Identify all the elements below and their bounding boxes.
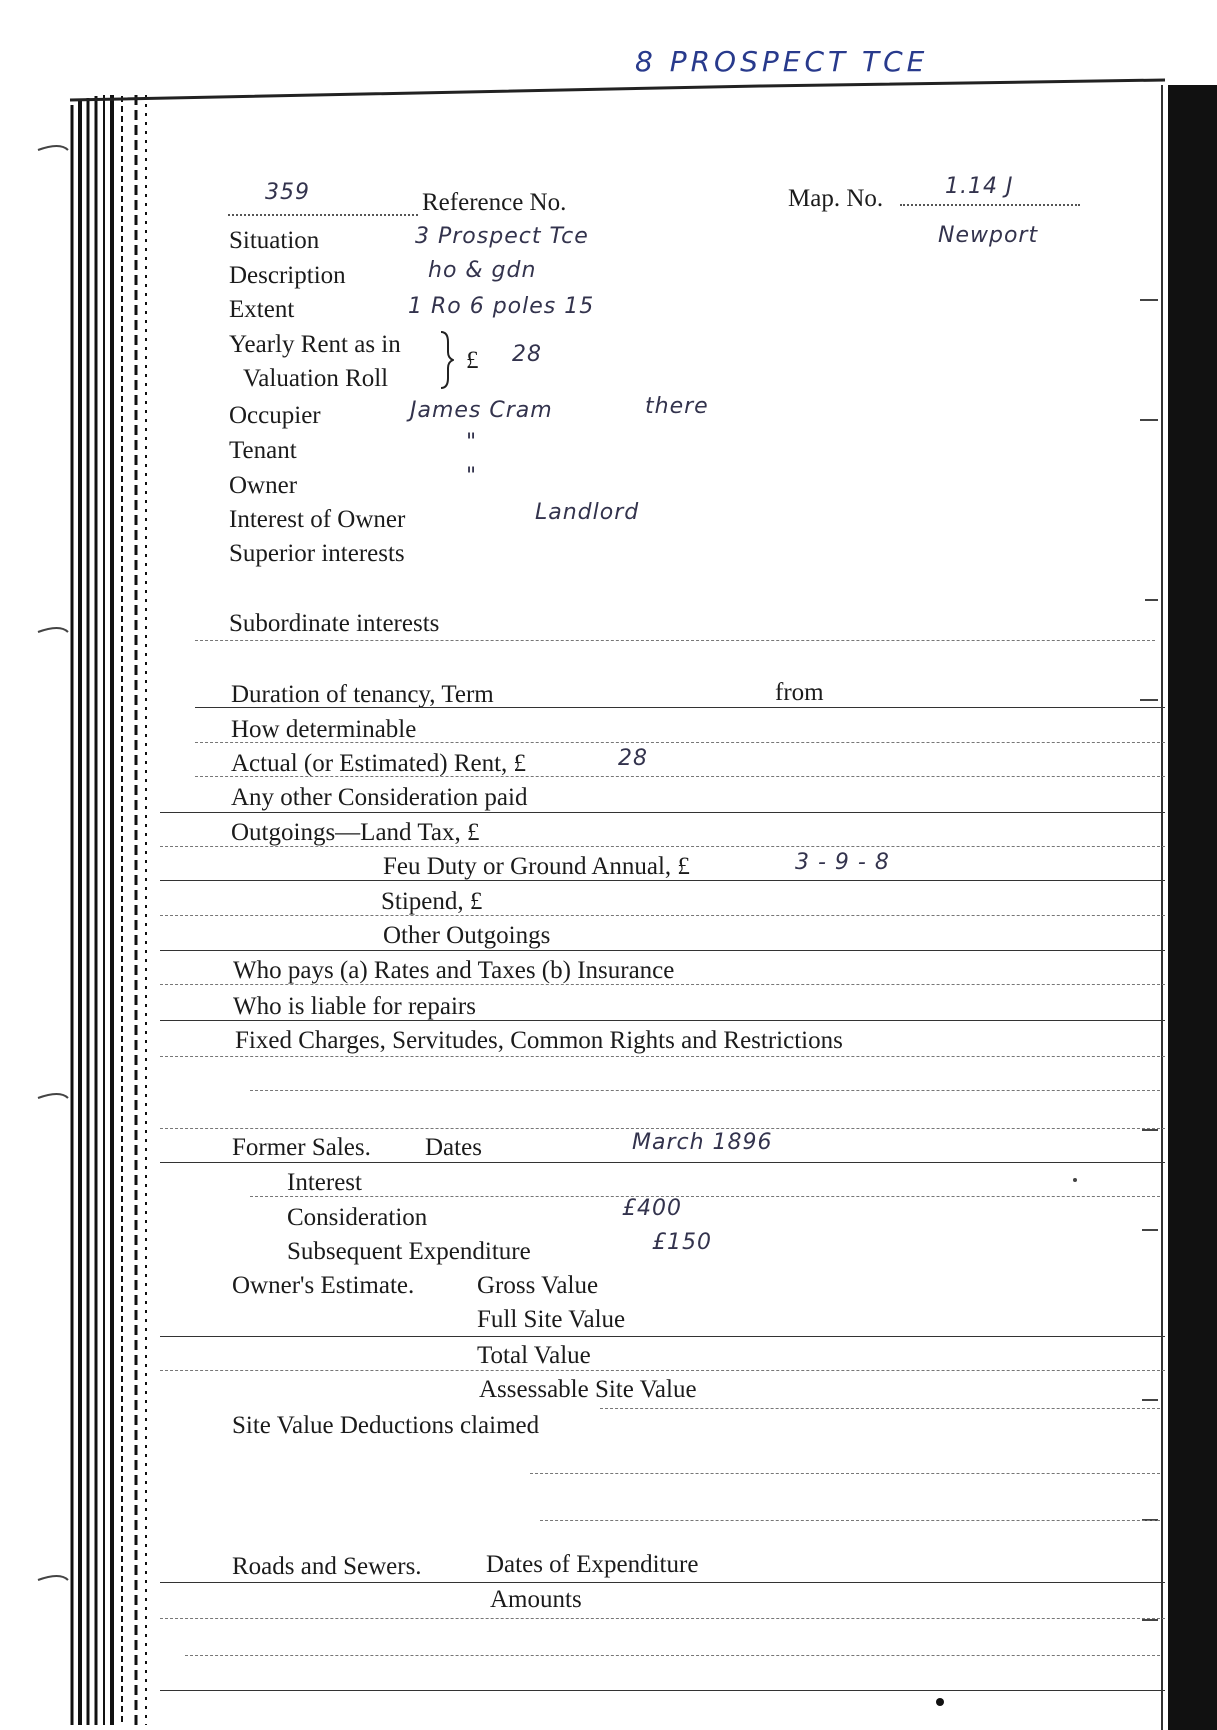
full-site-value-label: Full Site Value <box>477 1306 626 1333</box>
duration-label: Duration of tenancy, Term <box>231 681 494 708</box>
repairs-label: Who is liable for repairs <box>233 993 476 1020</box>
owners-estimate-label: Owner's Estimate. <box>232 1272 415 1299</box>
former-sales-dates-value: March 1896 <box>632 1130 773 1155</box>
occupier-label: Occupier <box>229 402 321 429</box>
consideration-value: £400 <box>622 1196 682 1221</box>
interest-of-owner-value: Landlord <box>535 500 640 525</box>
yearly-rent-label-line1: Yearly Rent as in <box>229 331 401 358</box>
former-sales-label: Former Sales. <box>232 1134 371 1161</box>
owner-value: " <box>466 464 478 489</box>
occupier-value: James Cram <box>410 398 553 423</box>
rule <box>195 707 1165 708</box>
other-consideration-label: Any other Consideration paid <box>231 784 528 811</box>
site-value-deductions-label: Site Value Deductions claimed <box>232 1412 540 1439</box>
feu-duty-value: 3 - 9 - 8 <box>795 850 890 875</box>
other-outgoings-label: Other Outgoings <box>383 922 551 949</box>
rule <box>195 742 1165 743</box>
interest-of-owner-label: Interest of Owner <box>229 506 406 533</box>
rule <box>160 915 1165 916</box>
rule <box>160 1056 1165 1057</box>
duration-from-label: from <box>775 679 824 706</box>
speck <box>1073 1178 1077 1182</box>
extent-label: Extent <box>229 296 295 323</box>
speck <box>936 1698 944 1706</box>
occupier-extra: there <box>645 394 709 419</box>
reference-value: 359 <box>265 180 310 205</box>
rule <box>160 1128 1165 1129</box>
outgoings-land-tax-label: Outgoings—Land Tax, £ <box>231 819 480 846</box>
rule <box>195 776 1165 777</box>
right-margin-marks <box>1140 300 1158 1620</box>
rule <box>160 846 1165 847</box>
roads-sewers-dates-label: Dates of Expenditure <box>486 1551 699 1578</box>
feu-duty-label: Feu Duty or Ground Annual, £ <box>383 853 690 880</box>
rule <box>160 880 1165 881</box>
reference-label: Reference No. <box>422 189 567 216</box>
page-top-edge <box>70 80 1165 100</box>
how-determinable-label: How determinable <box>231 716 417 743</box>
actual-rent-value: 28 <box>618 746 648 771</box>
assessable-site-value-label: Assessable Site Value <box>479 1376 697 1403</box>
description-value: ho & gdn <box>428 258 537 283</box>
map-value: 1.14 J <box>945 174 1014 199</box>
rule <box>160 812 1165 813</box>
rule <box>250 1090 1160 1091</box>
consideration-label: Consideration <box>287 1204 428 1231</box>
subsequent-expenditure-value: £150 <box>652 1230 712 1255</box>
roads-sewers-label: Roads and Sewers. <box>232 1553 422 1580</box>
subsequent-expenditure-label: Subsequent Expenditure <box>287 1238 531 1265</box>
roads-sewers-amounts-label: Amounts <box>490 1586 582 1613</box>
map-dotted-line <box>900 204 1080 206</box>
rule <box>160 1618 1165 1619</box>
tenant-value: " <box>466 430 478 455</box>
yearly-rent-currency: £ <box>466 347 479 374</box>
reference-dotted-line <box>228 214 418 216</box>
rule <box>160 1582 1165 1583</box>
gross-value-label: Gross Value <box>477 1272 599 1299</box>
total-value-label: Total Value <box>477 1342 591 1369</box>
header-annotation: 8 PROSPECT TCE <box>635 45 929 78</box>
owner-label: Owner <box>229 472 298 499</box>
book-binding <box>72 95 146 1725</box>
tenant-label: Tenant <box>229 437 297 464</box>
description-label: Description <box>229 262 346 289</box>
extent-value: 1 Ro 6 poles 15 <box>408 294 595 319</box>
punch-holes <box>38 146 68 1580</box>
fixed-charges-label: Fixed Charges, Servitudes, Common Rights and Restrictions <box>235 1027 843 1054</box>
stipend-label: Stipend, £ <box>381 888 483 915</box>
brace-icon <box>438 330 454 390</box>
rule <box>160 984 1165 985</box>
rule <box>600 1408 1160 1409</box>
rule <box>195 640 1155 641</box>
actual-rent-label: Actual (or Estimated) Rent, £ <box>231 750 527 777</box>
map-label: Map. No. <box>788 185 884 212</box>
map-place: Newport <box>938 223 1039 248</box>
rule <box>530 1473 1160 1474</box>
who-pays-label: Who pays (a) Rates and Taxes (b) Insurance <box>233 957 675 984</box>
rule <box>250 1196 1160 1197</box>
superior-interests-label: Superior interests <box>229 540 405 567</box>
rule <box>185 1655 1160 1656</box>
rule <box>160 1162 1165 1163</box>
rule <box>160 1020 1165 1021</box>
rule <box>160 1690 1165 1691</box>
rule <box>160 1336 1165 1337</box>
yearly-rent-value: 28 <box>512 342 542 367</box>
situation-label: Situation <box>229 227 320 254</box>
yearly-rent-label-line2: Valuation Roll <box>243 365 389 392</box>
interest-label: Interest <box>287 1169 362 1196</box>
situation-value: 3 Prospect Tce <box>415 224 589 249</box>
rule <box>160 950 1165 951</box>
rule <box>160 1370 1165 1371</box>
former-sales-dates-label: Dates <box>425 1134 482 1161</box>
scan-edge-right <box>1168 85 1217 1730</box>
subordinate-interests-label: Subordinate interests <box>229 610 440 637</box>
rule <box>540 1520 1160 1521</box>
